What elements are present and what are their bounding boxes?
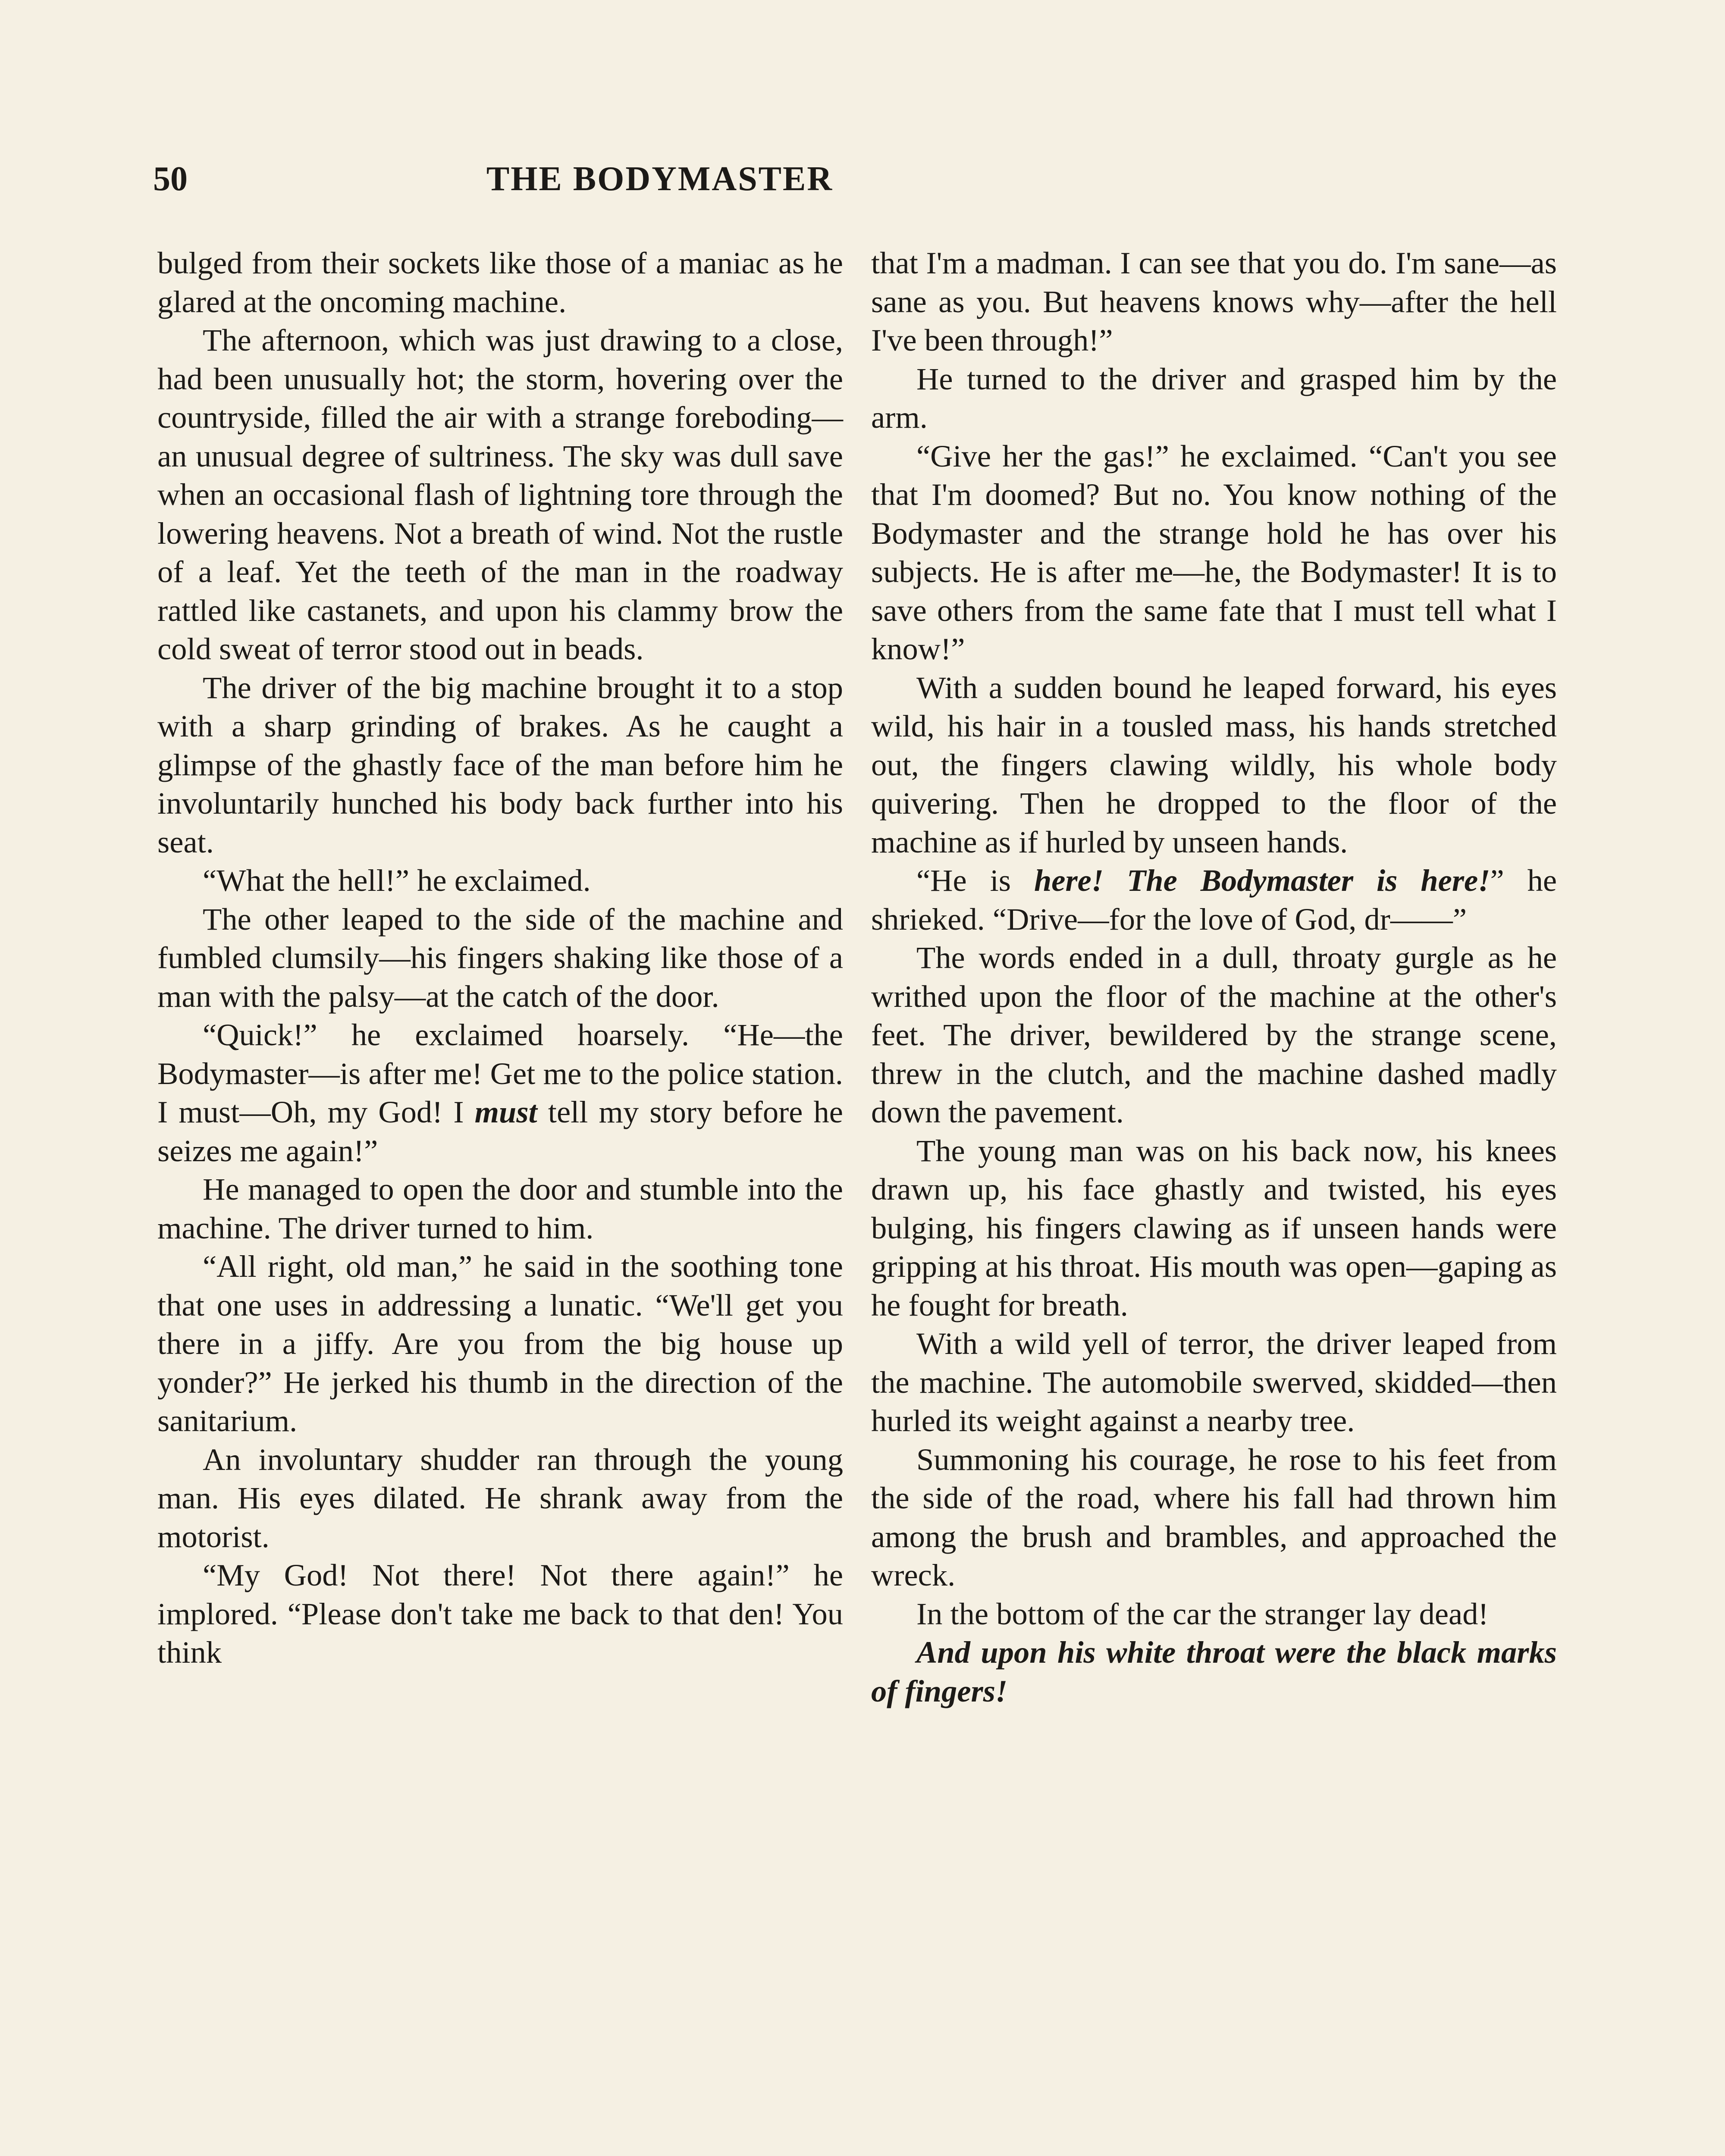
paragraph-text: tell my story before he seizes me again!” (157, 1094, 843, 1168)
paragraph: The words ended in a dull, throaty gurgle as he writhed upon the floor of the machine at the other's feet. The driver, bewildered by the strange scene, threw in the clutch, and the machine dashed madly down the pavement. (871, 940, 1557, 1129)
paragraph: “What the hell!” he exclaimed. (203, 863, 591, 898)
paragraph: “All right, old man,” he said in the soothing tone that one uses in addressing a lunatic. “We'll get you there in a jiffy. Are you from the big house up yonder?” He jerked his thumb in the direction of the sanitarium. (157, 1249, 843, 1438)
paragraph: The driver of the big machine brought it to a stop with a sharp grinding of brakes. As he caught a glimpse of the ghastly face of the man before him he involuntarily hunched his body back further into his seat. (157, 670, 843, 859)
page-number: 50 (153, 160, 188, 198)
paragraph: With a sudden bound he leaped forward, his eyes wild, his hair in a tousled mass, his hands stretched out, the fingers clawing wildly, his whole body quivering. Then he dropped to the floor of the machine as if hurled by unseen hands. (871, 670, 1557, 859)
paragraph: He managed to open the door and stumble into the machine. The driver turned to him. (157, 1172, 843, 1245)
paragraph: The young man was on his back now, his knees drawn up, his face ghastly and twisted, his eyes bulging, his fingers clawing as if unseen hands were gripping at his throat. His mouth was open—gaping as he fought for breath. (871, 1133, 1557, 1322)
paragraph: The other leaped to the side of the machine and fumbled clumsily—his fingers shaking like those of a man with the palsy—at the catch of the door. (157, 901, 843, 1014)
running-title: THE BODYMASTER (486, 160, 834, 198)
paragraph: “Give her the gas!” he exclaimed. “Can't you see that I'm doomed? But no. You know nothing of the Bodymaster and the strange hold he has over his subjects. He is after me—he, the Bodymaster! It is to save others from the same fate that I must tell what I know!” (871, 438, 1557, 666)
left-column (157, 244, 843, 1672)
paragraph: bulged from their sockets like those of a maniac as he glared at the oncoming machine. (157, 245, 843, 319)
closing-line: And upon his white throat were the black marks of fingers! (871, 1635, 1557, 1708)
paragraph: “My God! Not there! Not there again!” he implored. “Please don't take me back to that den! You think (157, 1557, 843, 1670)
paragraph: An involuntary shudder ran through the young man. His eyes dilated. He shrank away from the motorist. (157, 1442, 843, 1554)
paragraph: that I'm a madman. I can see that you do. I'm sane—as sane as you. But heavens knows why—after the hell I've been through!” (871, 245, 1557, 357)
running-head (153, 155, 1167, 203)
paragraph (157, 1015, 843, 1170)
paragraph: With a wild yell of terror, the driver leaped from the machine. The automobile swerved, skidded—then hurled its weight against a nearby tree. (871, 1326, 1557, 1438)
paragraph: The afternoon, which was just drawing to a close, had been unusually hot; the storm, hovering over the countryside, filled the air with a strange foreboding—an unusual degree of sultriness. The sky was dull save when an occasional flash of lightning tore through the lowering heavens. Not a breath of wind. Not the rustle of a leaf. Yet the teeth of the man in the roadway rattled like castanets, and upon his clammy brow the cold sweat of terror stood out in beads. (157, 323, 843, 666)
paragraph-text: ” he shrieked. “Drive—for the love of God, dr——” (871, 863, 1557, 937)
paragraph (871, 861, 1557, 938)
paragraph: Summoning his courage, he rose to his feet from the side of the road, where his fall had thrown him among the brush and brambles, and approached the wreck. (871, 1442, 1557, 1592)
paragraph: In the bottom of the car the stranger lay dead! (916, 1596, 1489, 1631)
emphasis-text: must (474, 1094, 537, 1129)
emphasis-text: here! The Bodymaster is here! (1034, 863, 1490, 898)
paragraph-text: “Quick!” he exclaimed hoarsely. “He—the Bodymaster—is after me! Get me to the police station. I must—Oh, my God! I (157, 1017, 843, 1129)
right-column (871, 244, 1557, 1710)
paragraph: He turned to the driver and grasped him by the arm. (871, 361, 1557, 435)
paragraph-text: “He is (916, 863, 1034, 898)
